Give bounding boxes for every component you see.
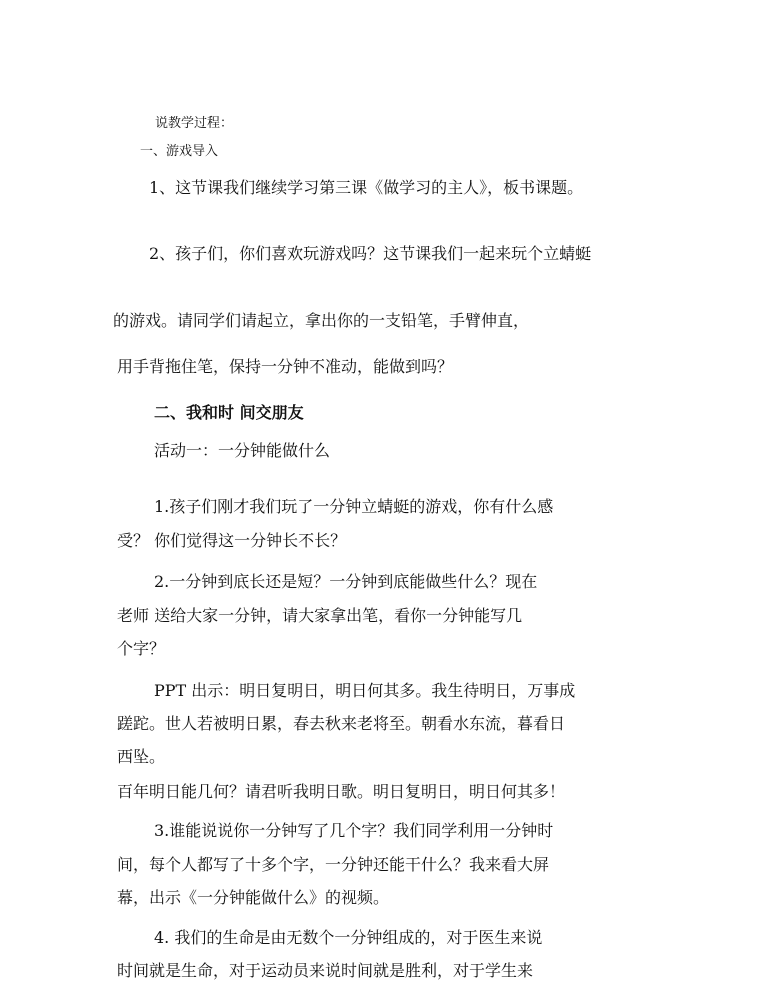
paragraph-line: 2、孩子们，你们喜欢玩游戏吗？这节课我们一起来玩个立蜻蜓	[149, 244, 592, 263]
paragraph-line: 百年明日能几何？请君听我明日歌。明日复明日，明日何其多！	[117, 782, 566, 801]
paragraph-line: PPT 出示：明日复明日，明日何其多。我生待明日，万事成	[154, 681, 576, 700]
paragraph-line: 4. 我们的生命是由无数个一分钟组成的，对于医生来说	[154, 928, 543, 947]
activity-title: 活动一：一分钟能做什么	[154, 441, 331, 460]
paragraph-line: 时间就是生命，对于运动员来说时间就是胜利，对于学生来	[117, 961, 534, 980]
paragraph-line: 西坠。	[117, 747, 166, 766]
part1-heading: 一、游戏导入	[140, 144, 219, 159]
paragraph-line: 受？ 你们觉得这一分钟长不长？	[117, 531, 347, 550]
paragraph-line: 蹉跎。世人若被明日累，春去秋来老将至。朝看水东流，暮看日	[117, 714, 566, 733]
part2-heading: 二、我和时 间交朋友	[154, 403, 304, 422]
paragraph-line: 的游戏。请同学们请起立，拿出你的一支铅笔，手臂伸直，	[113, 311, 530, 330]
paragraph-line: 1、这节课我们继续学习第三课《做学习的主人》，板书课题。	[149, 178, 584, 197]
paragraph-line: 用手背拖住笔，保持一分钟不准动，能做到吗？	[117, 357, 454, 376]
section-title: 说教学过程：	[155, 116, 234, 131]
paragraph-line: 老师 送给大家一分钟，请大家拿出笔，看你一分钟能写几	[117, 606, 523, 625]
paragraph-line: 间，每个人都写了十多个字，一分钟还能干什么？我来看大屏	[117, 855, 550, 874]
paragraph-line: 幕，出示《一分钟能做什么》的视频。	[117, 888, 390, 907]
paragraph-line: 2.一分钟到底长还是短？一分钟到底能做些什么？现在	[154, 572, 538, 591]
paragraph-line: 3.谁能说说你一分钟写了几个字？我们同学利用一分钟时	[154, 821, 554, 840]
paragraph-line: 1.孩子们刚才我们玩了一分钟立蜻蜓的游戏，你有什么感	[154, 497, 554, 516]
paragraph-line: 个字？	[117, 639, 166, 658]
